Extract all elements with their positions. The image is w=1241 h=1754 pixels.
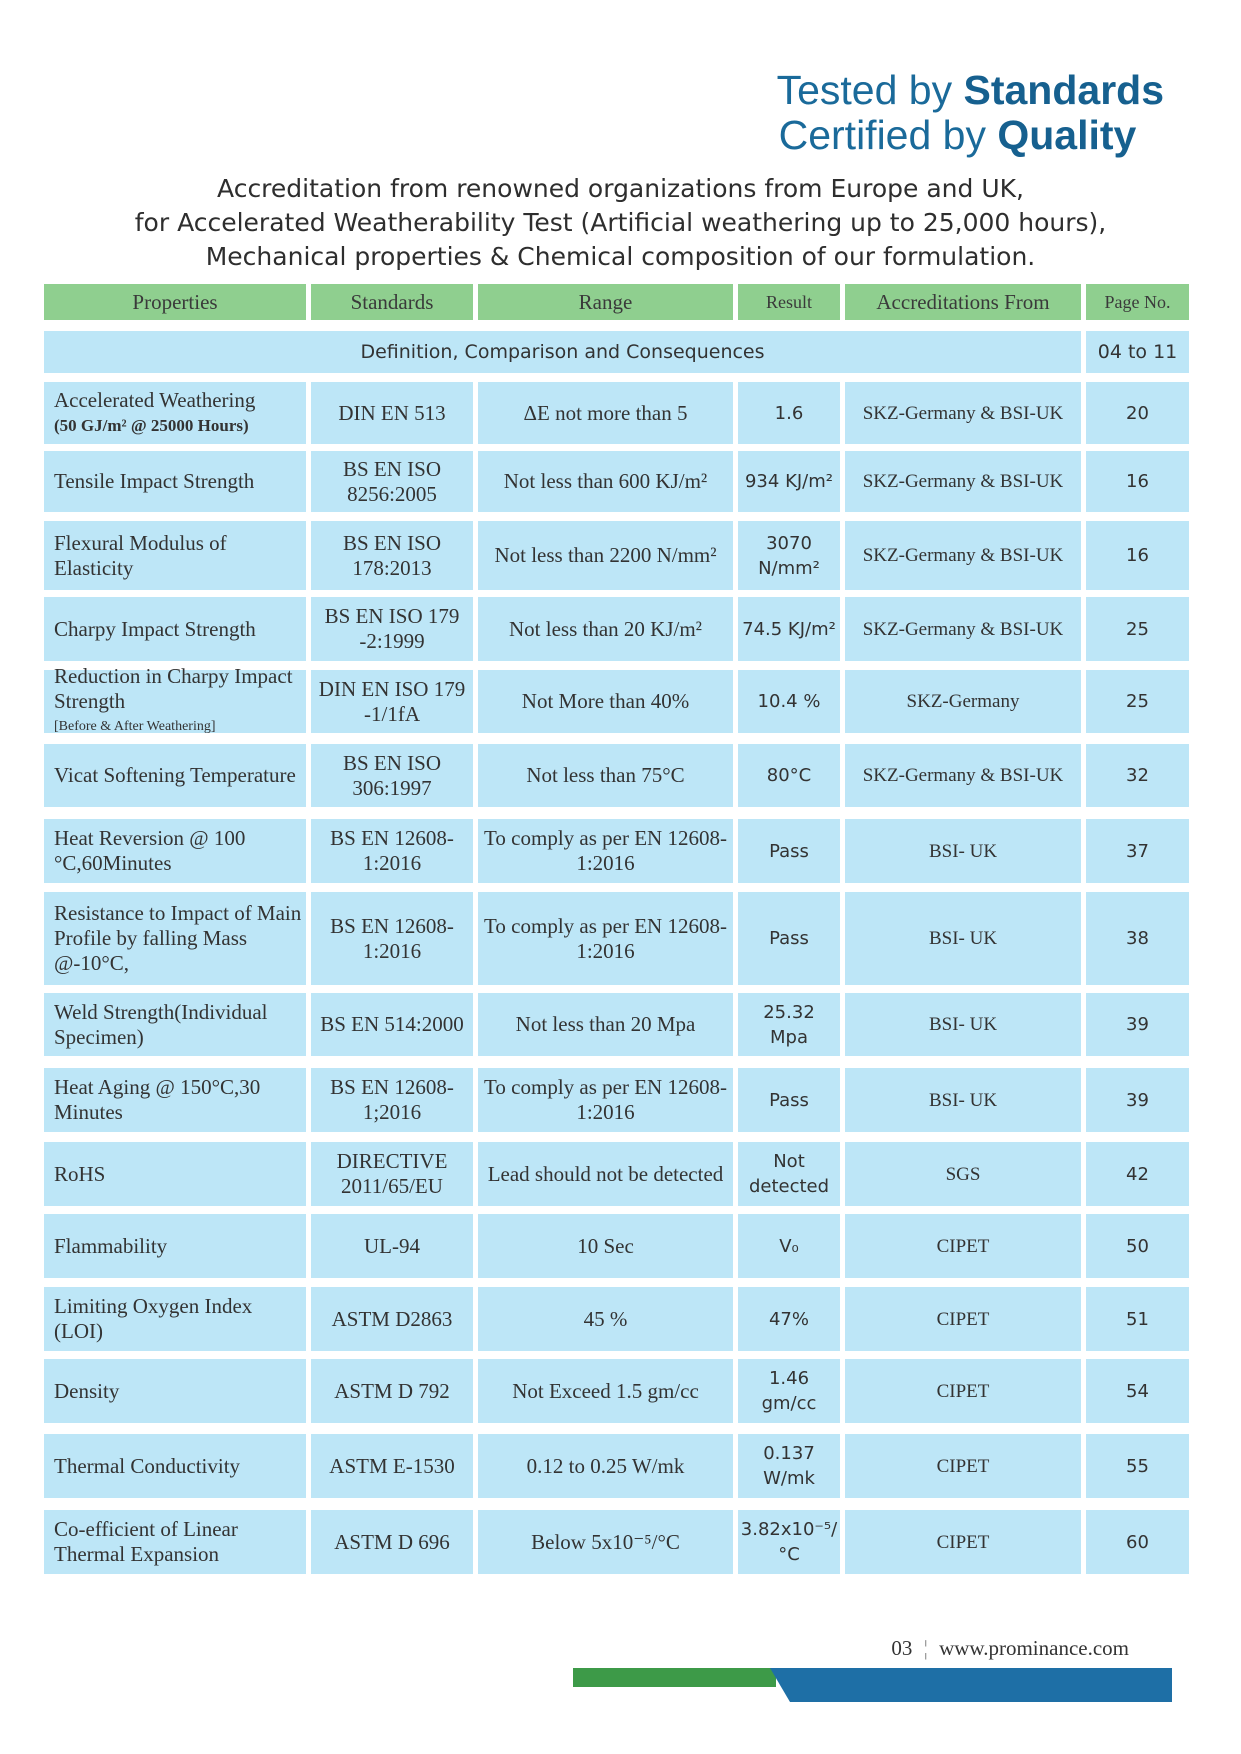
row-result: 25.32 Mpa — [738, 993, 840, 1056]
definition-row-page: 04 to 11 — [1086, 331, 1189, 373]
header-accreditations: Accreditations From — [845, 284, 1081, 320]
row-standard: ASTM E-1530 — [311, 1434, 473, 1498]
row-range: To comply as per EN 12608-1:2016 — [478, 819, 733, 883]
row-range: Not less than 20 Mpa — [478, 993, 733, 1056]
row-result: 80°C — [738, 744, 840, 807]
row-accreditation: BSI- UK — [845, 892, 1081, 985]
row-standard: BS EN ISO 306:1997 — [311, 744, 473, 807]
row-property: Vicat Softening Temperature — [44, 744, 306, 807]
row-standard: DIRECTIVE 2011/65/EU — [311, 1142, 473, 1206]
definition-row-text: Definition, Comparison and Consequences — [44, 331, 1081, 373]
row-page: 38 — [1086, 892, 1189, 985]
header-page-no: Page No. — [1086, 284, 1189, 320]
row-standard: BS EN 12608-1:2016 — [311, 819, 473, 883]
row-result: 1.6 — [738, 382, 840, 444]
row-page: 32 — [1086, 744, 1189, 807]
intro-paragraph — [0, 172, 1241, 274]
row-page: 20 — [1086, 382, 1189, 444]
row-result: 3070 N/mm² — [738, 521, 840, 590]
row-standard: DIN EN ISO 179 -1/1fA — [311, 670, 473, 733]
page-heading — [777, 68, 1164, 158]
intro-line-1: Accreditation from renowned organizations from Europe and UK, — [217, 174, 1024, 203]
row-accreditation: BSI- UK — [845, 993, 1081, 1056]
row-standard: UL-94 — [311, 1214, 473, 1278]
row-page: 55 — [1086, 1434, 1189, 1498]
footer-page-number: 03 — [891, 1636, 913, 1660]
row-property: Flexural Modulus of Elasticity — [44, 521, 306, 590]
row-result: 3.82x10⁻⁵/°C — [738, 1510, 840, 1574]
row-accreditation: SKZ-Germany & BSI-UK — [845, 597, 1081, 661]
row-property: RoHS — [44, 1142, 306, 1206]
row-range: To comply as per EN 12608-1:2016 — [478, 1068, 733, 1132]
row-page: 37 — [1086, 819, 1189, 883]
footer-separator: ¦ — [923, 1636, 928, 1660]
row-result: 74.5 KJ/m² — [738, 597, 840, 661]
row-range: 0.12 to 0.25 W/mk — [478, 1434, 733, 1498]
row-range: Not less than 600 KJ/m² — [478, 451, 733, 512]
row-result: Not detected — [738, 1142, 840, 1206]
row-range: Lead should not be detected — [478, 1142, 733, 1206]
row-page: 16 — [1086, 451, 1189, 512]
row-property: Density — [44, 1359, 306, 1423]
row-property-main: Reduction in Charpy Impact Strength — [54, 664, 293, 713]
row-standard: BS EN ISO 178:2013 — [311, 521, 473, 590]
row-property: Heat Aging @ 150°C,30 Minutes — [44, 1068, 306, 1132]
row-result: Pass — [738, 892, 840, 985]
row-range: Not Exceed 1.5 gm/cc — [478, 1359, 733, 1423]
heading-line-1-bold: Standards — [963, 67, 1164, 113]
row-range: 10 Sec — [478, 1214, 733, 1278]
row-accreditation: CIPET — [845, 1359, 1081, 1423]
row-result: 47% — [738, 1287, 840, 1351]
row-standard: ASTM D2863 — [311, 1287, 473, 1351]
row-page: 51 — [1086, 1287, 1189, 1351]
footer — [891, 1636, 1129, 1661]
header-standards: Standards — [311, 284, 473, 320]
footer-green-bar — [573, 1668, 776, 1687]
row-property-main: Accelerated Weathering — [54, 388, 256, 412]
row-range: Not less than 20 KJ/m² — [478, 597, 733, 661]
row-range: Below 5x10⁻⁵/°C — [478, 1510, 733, 1574]
row-result: 0.137 W/mk — [738, 1434, 840, 1498]
row-page: 42 — [1086, 1142, 1189, 1206]
row-page: 39 — [1086, 1068, 1189, 1132]
row-page: 25 — [1086, 670, 1189, 733]
heading-line-2-bold: Quality — [997, 112, 1137, 158]
header-result: Result — [738, 284, 840, 320]
row-result: 934 KJ/m² — [738, 451, 840, 512]
intro-line-2: for Accelerated Weatherability Test (Artificial weathering up to 25,000 hours), — [134, 208, 1107, 237]
heading-line-2 — [777, 113, 1164, 158]
row-accreditation: BSI- UK — [845, 1068, 1081, 1132]
row-accreditation: CIPET — [845, 1287, 1081, 1351]
row-page: 50 — [1086, 1214, 1189, 1278]
row-accreditation: SGS — [845, 1142, 1081, 1206]
row-property: Co-efficient of Linear Thermal Expansion — [44, 1510, 306, 1574]
heading-line-1-text: Tested by — [776, 67, 964, 113]
row-accreditation: SKZ-Germany & BSI-UK — [845, 744, 1081, 807]
row-property: Tensile Impact Strength — [44, 451, 306, 512]
row-standard: DIN EN 513 — [311, 382, 473, 444]
row-result: Pass — [738, 1068, 840, 1132]
row-range: 45 % — [478, 1287, 733, 1351]
row-result: 1.46 gm/cc — [738, 1359, 840, 1423]
row-standard: BS EN ISO 8256:2005 — [311, 451, 473, 512]
row-standard: ASTM D 696 — [311, 1510, 473, 1574]
row-property: Weld Strength(Individual Specimen) — [44, 993, 306, 1056]
row-result: V₀ — [738, 1214, 840, 1278]
row-property-sub: [Before & After Weathering] — [54, 719, 216, 734]
row-range: Not More than 40% — [478, 670, 733, 733]
row-standard: ASTM D 792 — [311, 1359, 473, 1423]
row-accreditation: SKZ-Germany & BSI-UK — [845, 382, 1081, 444]
header-range: Range — [478, 284, 733, 320]
footer-website-link[interactable]: www.prominance.com — [939, 1636, 1129, 1660]
row-result: 10.4 % — [738, 670, 840, 733]
row-standard: BS EN ISO 179 -2:1999 — [311, 597, 473, 661]
heading-line-2-text: Certified by — [778, 112, 998, 158]
row-property — [44, 664, 306, 734]
header-properties: Properties — [44, 284, 306, 320]
row-page: 25 — [1086, 597, 1189, 661]
row-property-sub: (50 GJ/m² @ 25000 Hours) — [54, 416, 249, 435]
intro-line-3: Mechanical properties & Chemical composition of our formulation. — [205, 242, 1036, 271]
row-accreditation: SKZ-Germany — [845, 670, 1081, 733]
row-page: 54 — [1086, 1359, 1189, 1423]
row-accreditation: CIPET — [845, 1510, 1081, 1574]
row-range: Not less than 75°C — [478, 744, 733, 807]
row-standard: BS EN 514:2000 — [311, 993, 473, 1056]
row-accreditation: SKZ-Germany & BSI-UK — [845, 451, 1081, 512]
row-range: ΔE not more than 5 — [478, 382, 733, 444]
row-accreditation: SKZ-Germany & BSI-UK — [845, 521, 1081, 590]
row-standard: BS EN 12608-1:2016 — [311, 892, 473, 985]
row-property: Charpy Impact Strength — [44, 597, 306, 661]
row-property — [44, 382, 306, 444]
row-accreditation: CIPET — [845, 1214, 1081, 1278]
row-page: 39 — [1086, 993, 1189, 1056]
row-range: To comply as per EN 12608-1:2016 — [478, 892, 733, 985]
row-page: 60 — [1086, 1510, 1189, 1574]
row-accreditation: CIPET — [845, 1434, 1081, 1498]
row-accreditation: BSI- UK — [845, 819, 1081, 883]
row-property: Limiting Oxygen Index (LOI) — [44, 1287, 306, 1351]
row-standard: BS EN 12608-1;2016 — [311, 1068, 473, 1132]
row-property: Resistance to Impact of Main Profile by falling Mass @-10°C, — [44, 892, 306, 985]
heading-line-1 — [777, 68, 1164, 113]
row-property: Flammability — [44, 1214, 306, 1278]
footer-blue-bar — [770, 1668, 1172, 1702]
row-property: Thermal Conductivity — [44, 1434, 306, 1498]
row-result: Pass — [738, 819, 840, 883]
row-property: Heat Reversion @ 100 °C,60Minutes — [44, 819, 306, 883]
row-range: Not less than 2200 N/mm² — [478, 521, 733, 590]
row-page: 16 — [1086, 521, 1189, 590]
